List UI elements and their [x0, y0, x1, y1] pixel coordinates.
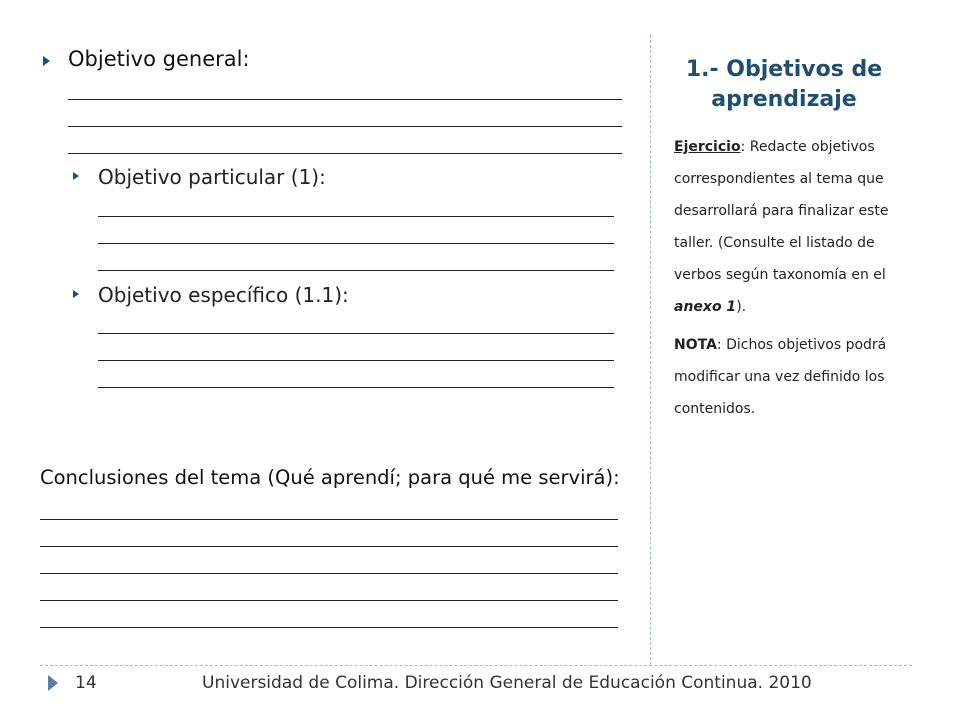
nota-paragraph [674, 329, 924, 425]
ejercicio-label: Ejercicio [674, 139, 741, 155]
column-divider [650, 35, 651, 665]
ejercicio-paragraph [674, 131, 924, 323]
bullet-icon [73, 172, 79, 180]
writing-line [98, 243, 614, 244]
footer-arrow-icon [48, 675, 58, 691]
writing-line [68, 126, 622, 127]
writing-line [98, 333, 614, 334]
writing-line [40, 627, 618, 628]
conclusiones-label: Conclusiones del tema (Qué aprendí; para qué me servirá): [40, 466, 620, 489]
anexo-label: anexo 1 [674, 299, 737, 315]
writing-line [40, 546, 618, 547]
footer-divider [40, 665, 912, 666]
writing-line [40, 600, 618, 601]
sidebar-title: 1.- Objetivos de aprendizaje [685, 57, 883, 112]
nota-text: : Dichos objetivos podrá modificar una vez definido los contenidos. [674, 337, 887, 417]
ejercicio-text: : Redacte objetivos correspondientes al tema que desarrollará para finalizar este taller. (Consulte el listado de verbos según taxonomía en el [674, 139, 889, 283]
ejercicio-end: ). [736, 299, 747, 315]
writing-line [98, 270, 614, 271]
objetivo-especifico-label: Objetivo específico (1.1): [98, 283, 349, 307]
objetivo-general-label: Objetivo general: [68, 47, 250, 71]
bullet-icon [73, 290, 79, 298]
writing-line [68, 99, 622, 100]
bullet-icon [43, 56, 50, 66]
objetivo-particular-label: Objetivo particular (1): [98, 165, 326, 189]
nota-label: NOTA [674, 337, 717, 353]
page-number: 14 [75, 673, 97, 693]
writing-line [40, 573, 618, 574]
writing-line [98, 387, 614, 388]
writing-line [40, 519, 618, 520]
footer-institution: Universidad de Colima. Dirección General de Educación Continua. 2010 [202, 673, 812, 693]
writing-line [98, 360, 614, 361]
writing-line [68, 153, 622, 154]
writing-line [98, 216, 614, 217]
